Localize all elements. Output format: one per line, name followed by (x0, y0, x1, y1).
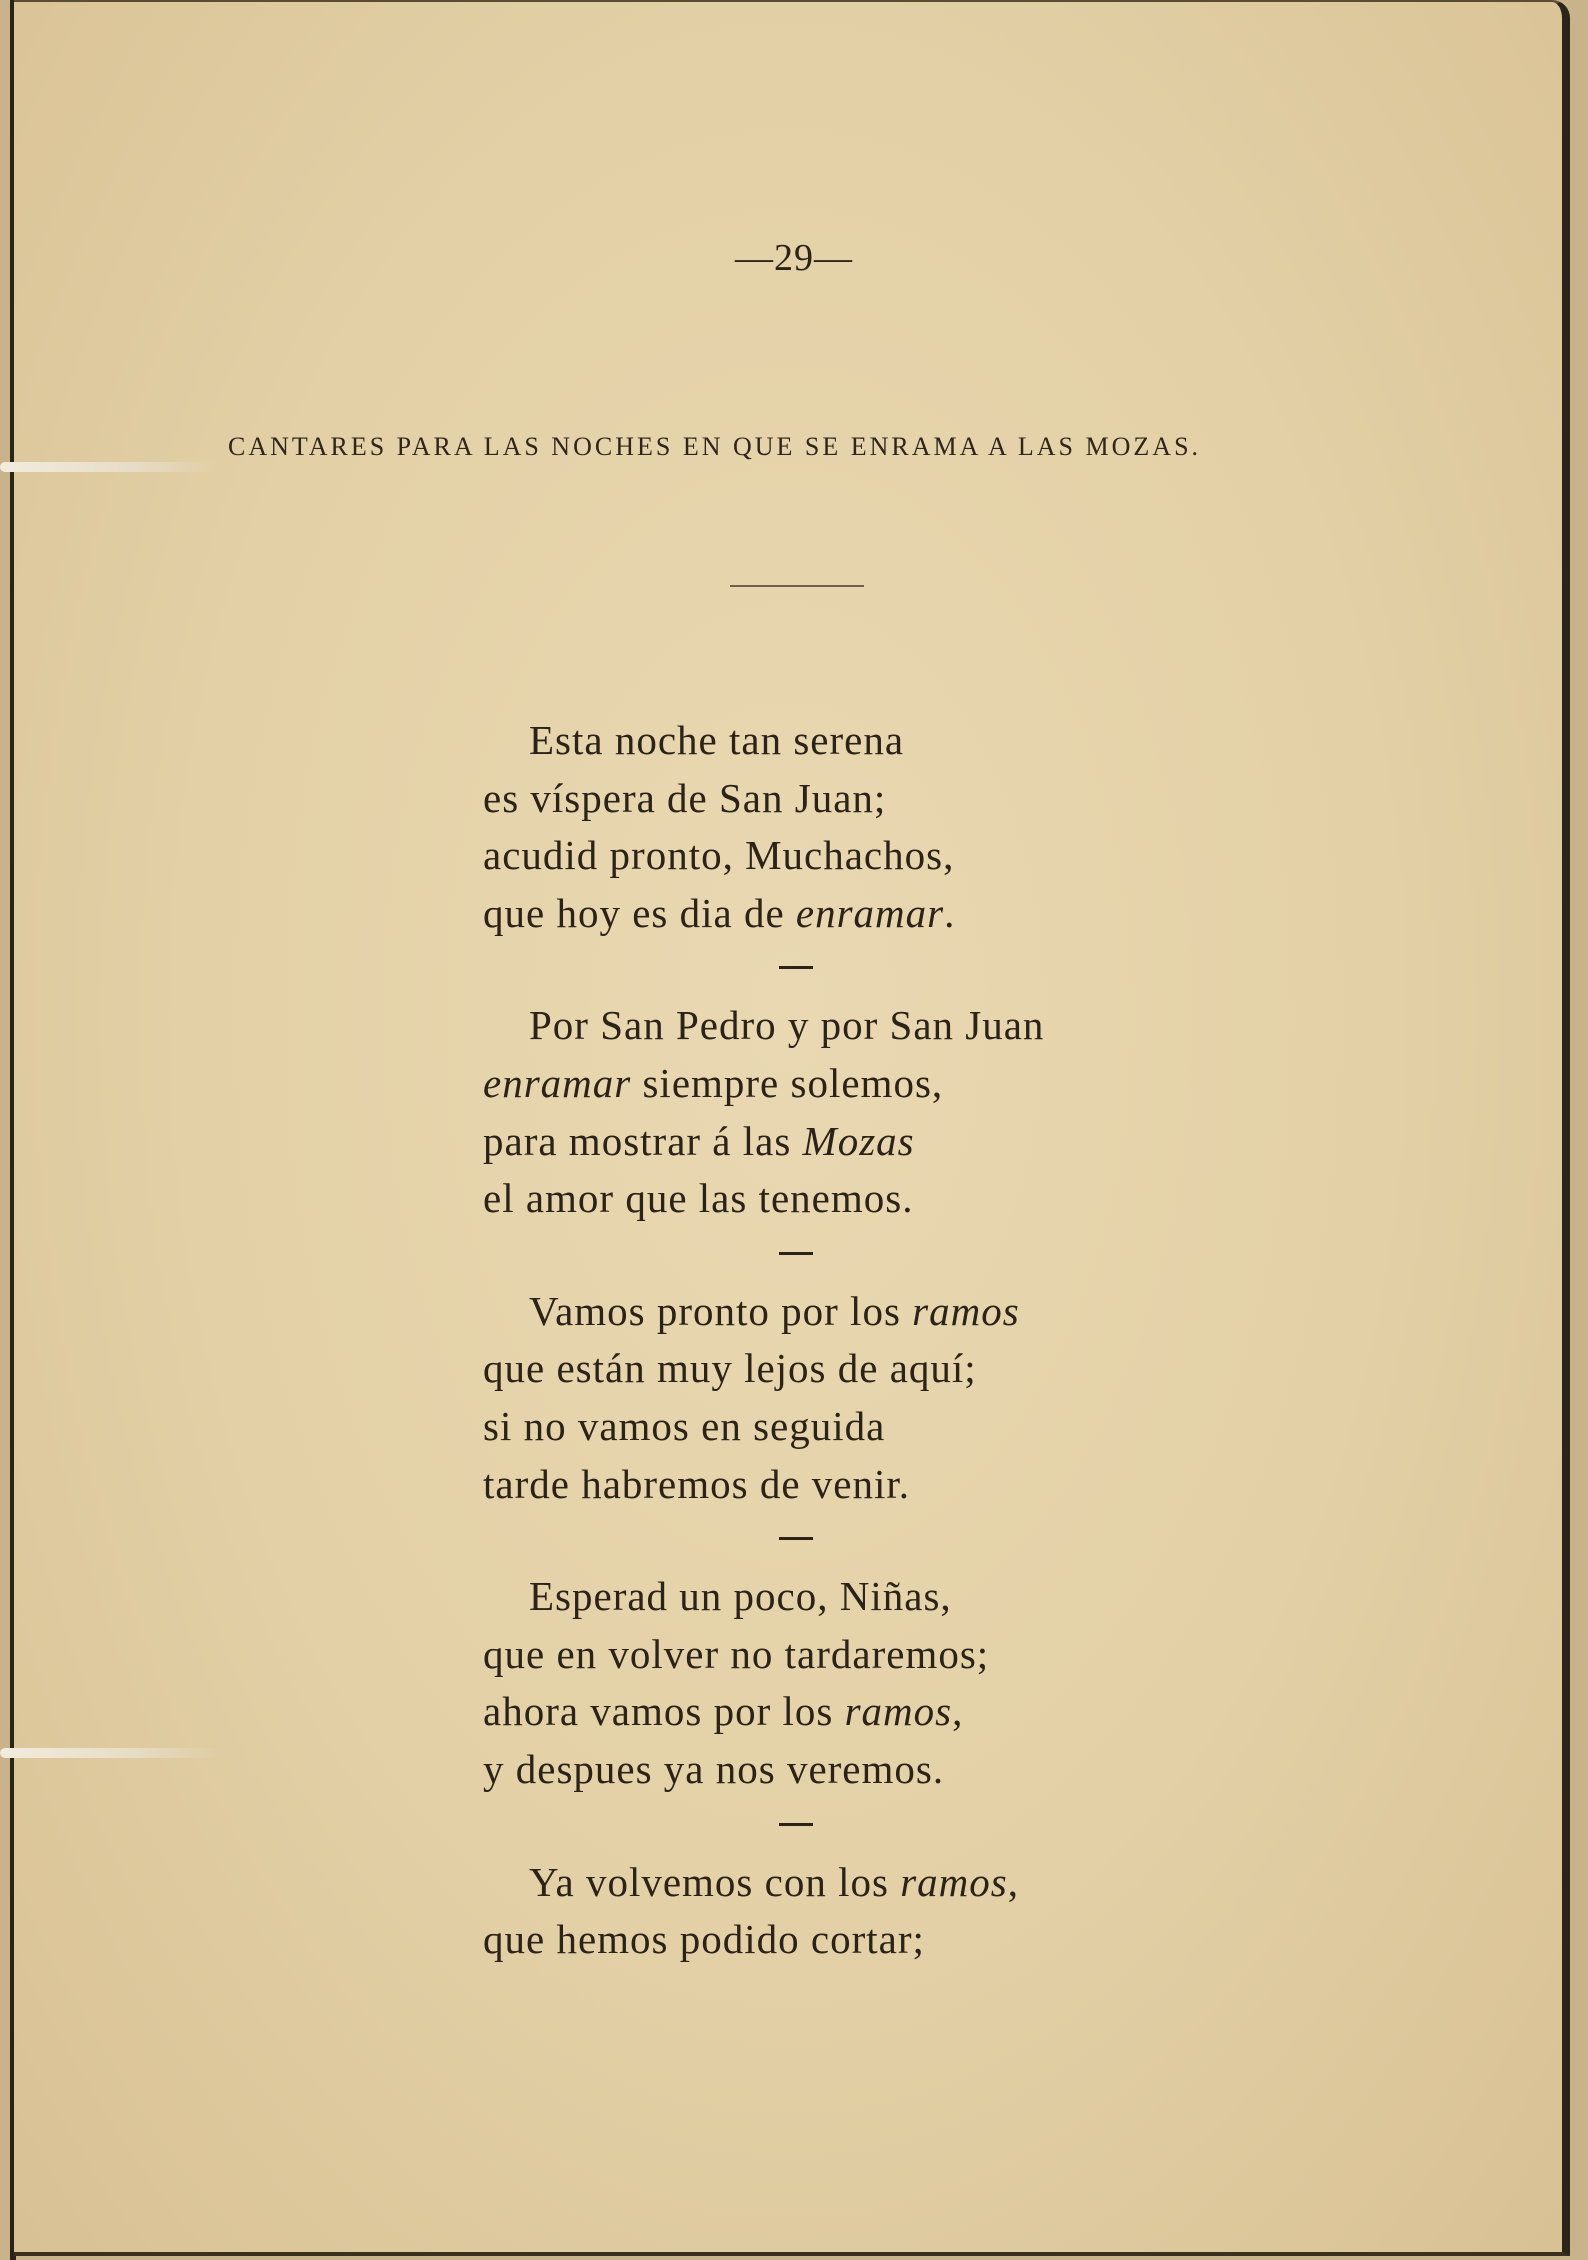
poem-text: que hemos podido cortar; (483, 1916, 925, 1963)
poem-line (483, 827, 1183, 885)
page-number: —29— (735, 237, 853, 279)
poem-line (483, 1456, 1183, 1514)
stanza-separator (779, 1252, 813, 1255)
poem-line (483, 1683, 1183, 1741)
stanza (483, 712, 1183, 942)
stanza-separator (779, 1823, 813, 1826)
poem-text: si no vamos en seguida (483, 1402, 886, 1449)
poem-text: Ya volvemos con los (529, 1858, 901, 1905)
poem-text: Esta noche tan serena (529, 717, 905, 763)
poem-line (483, 1854, 1183, 1912)
poem-text: y despues ya nos veremos. (483, 1745, 945, 1792)
poem-italic-word: ramos (912, 1287, 1020, 1334)
poem-line (483, 1911, 1183, 1969)
binding-thread-upper (0, 462, 220, 472)
poem-text: para mostrar á las (483, 1117, 803, 1164)
poem (483, 712, 1183, 1969)
stanza-separator (779, 966, 813, 969)
poem-text: siempre solemos, (631, 1059, 944, 1106)
poem-line (483, 712, 1183, 770)
stanza (483, 1283, 1183, 1513)
poem-text: que están muy lejos de aquí; (483, 1345, 977, 1392)
poem-text: Vamos pronto por los (529, 1287, 913, 1334)
poem-text: tarde habremos de venir. (483, 1460, 911, 1507)
binding-thread-lower (0, 1748, 220, 1758)
poem-line (483, 1398, 1183, 1456)
heading-rule (730, 585, 864, 587)
poem-text: el amor que las tenemos. (483, 1175, 914, 1222)
poem-text: que en volver no tardaremos; (483, 1630, 990, 1677)
poem-text: acudid pronto, Muchachos, (483, 832, 955, 879)
poem-text: Esperad un poco, Niñas, (529, 1573, 952, 1620)
poem-text: que hoy es dia de (483, 889, 796, 936)
poem-italic-word: ramos (900, 1858, 1008, 1905)
stanza-separator (779, 1537, 813, 1540)
stanza (483, 1568, 1183, 1798)
poem-italic-word: Mozas (802, 1117, 915, 1164)
poem-line (483, 1626, 1183, 1684)
poem-text: . (944, 889, 956, 936)
poem-italic-word: ramos (844, 1688, 953, 1735)
poem-text: Por San Pedro y por San Juan (529, 1002, 1045, 1049)
poem-text: es víspera de San Juan; (483, 774, 887, 821)
poem-line (483, 770, 1183, 828)
poem-line (483, 1113, 1183, 1171)
poem-text: ahora vamos por los (483, 1688, 845, 1735)
poem-line (483, 1340, 1183, 1398)
poem-line (483, 1170, 1183, 1228)
poem-line (483, 1055, 1183, 1113)
poem-line (483, 885, 1183, 943)
poem-italic-word: enramar (795, 889, 945, 936)
poem-text: , (952, 1688, 964, 1735)
stanza (483, 1854, 1183, 1969)
stanza (483, 997, 1183, 1227)
poem-italic-word: enramar (483, 1059, 632, 1106)
section-heading: CANTARES PARA LAS NOCHES EN QUE SE ENRAMA A LAS MOZAS. (228, 432, 1202, 461)
poem-line (483, 1283, 1183, 1341)
poem-line (483, 1568, 1183, 1626)
poem-line (483, 997, 1183, 1055)
poem-line (483, 1741, 1183, 1799)
poem-text: , (1007, 1858, 1019, 1905)
